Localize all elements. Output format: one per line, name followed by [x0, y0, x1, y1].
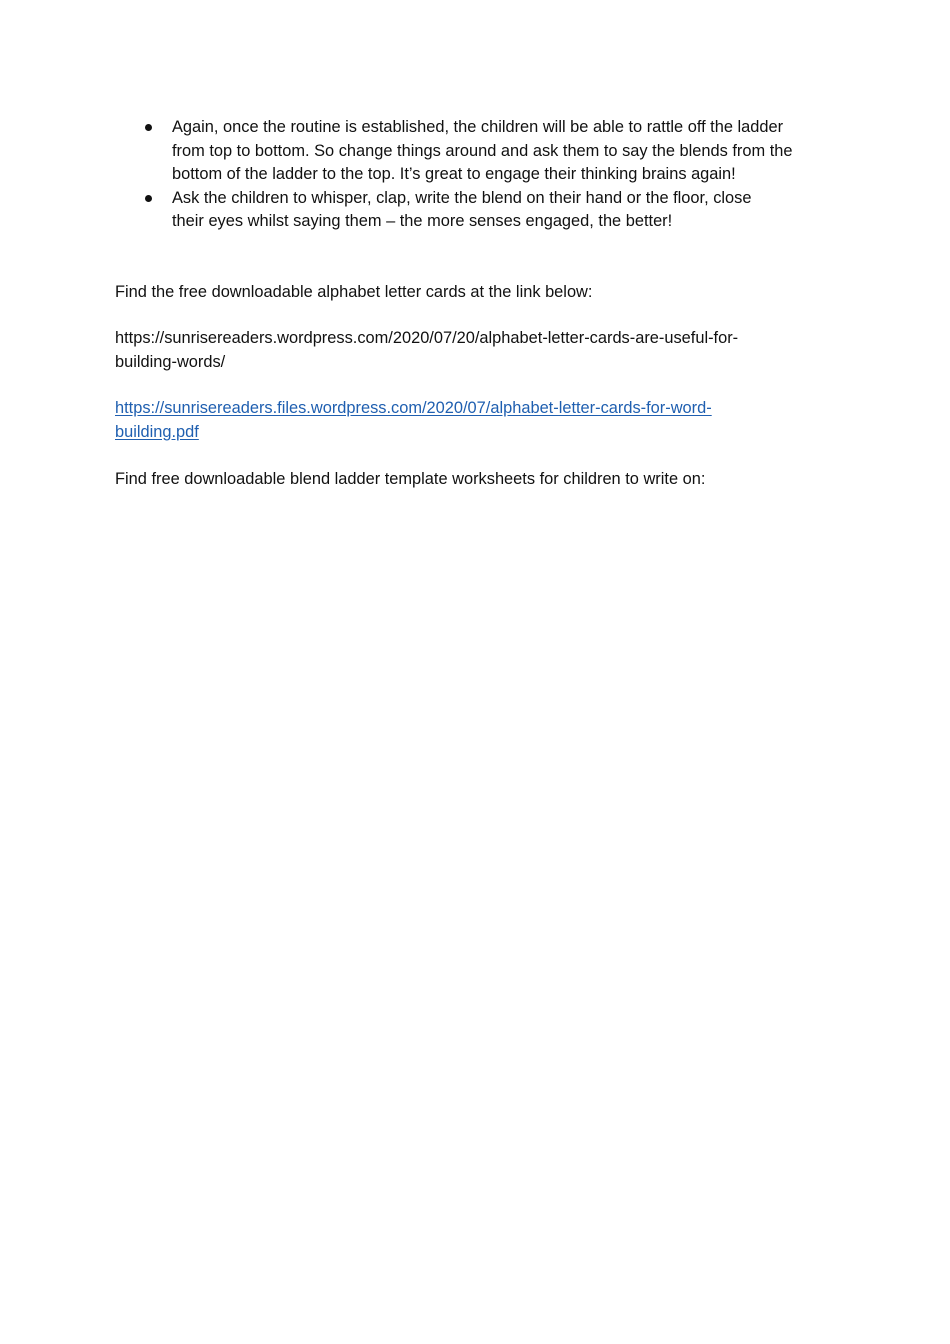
pdf-link-paragraph: [115, 397, 825, 444]
find-cards-paragraph: Find the free downloadable alphabet letter cards at the link below:: [115, 283, 593, 301]
bullet-text-line: from top to bottom. So change things around and ask them to say the blends from the: [172, 141, 793, 160]
bullet-text-line: Again, once the routine is established, the children will be able to rattle off the ladder: [172, 118, 784, 136]
bullet-text-line: bottom of the ladder to the top. It’s great to engage their thinking brains again!: [172, 165, 736, 183]
bullet-dot-icon: [145, 195, 152, 202]
bullet-text-line: Ask the children to whisper, clap, write the blend on their hand or the floor, close: [172, 188, 752, 207]
bullet-dot-icon: [145, 124, 152, 131]
plain-url-line: building-words/: [115, 352, 226, 371]
plain-url-line: https://sunrisereaders.wordpress.com/2020/07/20/alphabet-letter-cards-are-useful-for-: [115, 329, 739, 347]
plain-url-paragraph: [115, 327, 825, 374]
bullet-list: [0, 116, 950, 234]
bullet-text-line: their eyes whilst saying them – the more senses engaged, the better!: [172, 212, 673, 230]
bullet-item-senses: [0, 187, 840, 234]
pdf-link-line-2[interactable]: building.pdf: [115, 422, 199, 441]
find-ladder-paragraph: Find free downloadable blend ladder template worksheets for children to write on:: [115, 470, 706, 488]
pdf-link-line-1[interactable]: https://sunrisereaders.files.wordpress.com/2020/07/alphabet-letter-cards-for-word-: [115, 399, 712, 417]
bullet-item-routine: [0, 116, 840, 187]
